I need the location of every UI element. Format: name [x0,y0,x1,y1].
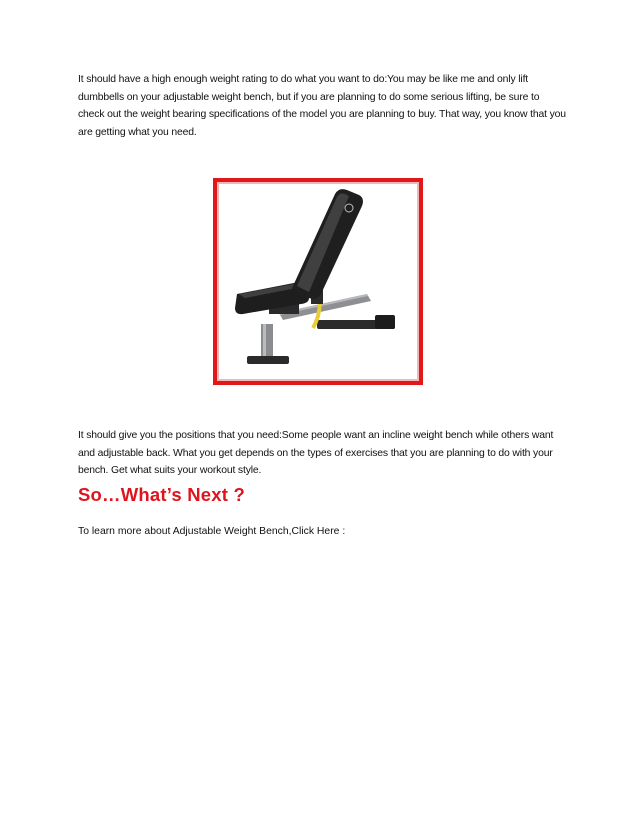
learn-more-text: To learn more about Adjustable Weight Bench,Click Here : [78,526,346,537]
bench-photo [213,178,423,385]
paragraph-weight-rating: It should have a high enough weight rating to do what you want to do:You may be like me and only lift dumbbells on your adjustable weight bench, but if you are planning to do some serious lifting, be sure to check out the weight bearing specifications of the model you are planning to buy. That way, you know that you are getting what you need. [78,74,566,138]
section-heading: So…What’s Next ? [78,484,245,505]
paragraph-positions: It should give you the positions that you need:Some people want an incline weight bench while others want and adjustable back. What you get depends on the types of exercises that you are planning to do with your bench. Get what suits your workout style. [78,430,554,477]
adjustable-weight-bench-image [217,182,419,381]
